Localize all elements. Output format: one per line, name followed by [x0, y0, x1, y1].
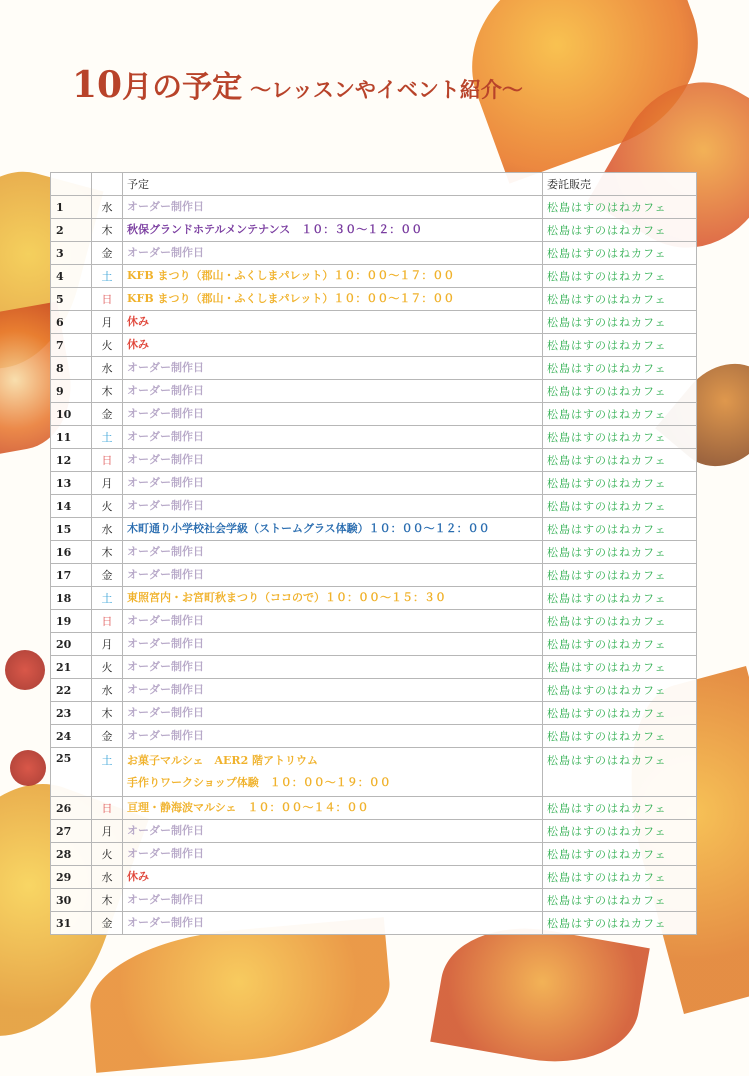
schedule-cell	[123, 426, 543, 449]
table-row	[51, 820, 697, 843]
weekday: 月	[92, 633, 123, 656]
schedule-text: オーダー制作日	[127, 407, 204, 420]
schedule-text: オーダー制作日	[127, 637, 204, 650]
autumn-leaf-decoration	[85, 917, 395, 1073]
schedule-cell	[123, 472, 543, 495]
weekday: 木	[92, 889, 123, 912]
schedule-text: KFB まつり（郡山・ふくしまパレット）１０：００〜１７：００	[127, 269, 455, 282]
weekday: 日	[92, 449, 123, 472]
weekday: 土	[92, 748, 123, 797]
schedule-text: オーダー制作日	[127, 499, 204, 512]
consignment-shop: 松島はすのはねカフェ	[543, 656, 697, 679]
consignment-shop: 松島はすのはねカフェ	[543, 380, 697, 403]
weekday: 金	[92, 403, 123, 426]
consignment-shop: 松島はすのはねカフェ	[543, 541, 697, 564]
schedule-cell	[123, 242, 543, 265]
day-number: 28	[51, 843, 92, 866]
consignment-shop: 松島はすのはねカフェ	[543, 748, 697, 797]
day-number: 7	[51, 334, 92, 357]
table-row	[51, 449, 697, 472]
table-row	[51, 334, 697, 357]
day-number: 27	[51, 820, 92, 843]
table-row	[51, 242, 697, 265]
schedule-text: オーダー制作日	[127, 660, 204, 673]
schedule-text: 休み	[127, 338, 149, 351]
schedule-text: KFB まつり（郡山・ふくしまパレット）１０：００〜１７：００	[127, 292, 455, 305]
table-row	[51, 196, 697, 219]
schedule-text: 亘理・静海波マルシェ １０：００〜１４：００	[127, 801, 369, 814]
day-number: 13	[51, 472, 92, 495]
berry-decoration	[5, 650, 45, 690]
schedule-text: 秋保グランドホテルメンテナンス １０：３０〜１２：００	[127, 223, 423, 236]
schedule-sheet	[50, 172, 696, 935]
table-row	[51, 265, 697, 288]
day-number: 18	[51, 587, 92, 610]
weekday: 木	[92, 702, 123, 725]
day-number: 8	[51, 357, 92, 380]
schedule-cell	[123, 656, 543, 679]
schedule-cell	[123, 357, 543, 380]
consignment-shop: 松島はすのはねカフェ	[543, 219, 697, 242]
berry-decoration	[10, 750, 46, 786]
schedule-cell	[123, 587, 543, 610]
table-row	[51, 725, 697, 748]
table-row	[51, 311, 697, 334]
day-number: 31	[51, 912, 92, 935]
weekday: 火	[92, 843, 123, 866]
schedule-text: オーダー制作日	[127, 683, 204, 696]
schedule-cell	[123, 334, 543, 357]
consignment-shop: 松島はすのはねカフェ	[543, 426, 697, 449]
weekday: 月	[92, 472, 123, 495]
schedule-cell	[123, 288, 543, 311]
schedule-text: オーダー制作日	[127, 614, 204, 627]
weekday: 水	[92, 196, 123, 219]
day-number: 3	[51, 242, 92, 265]
weekday: 木	[92, 541, 123, 564]
table-row	[51, 219, 697, 242]
schedule-text: オーダー制作日	[127, 430, 204, 443]
schedule-text: オーダー制作日	[127, 729, 204, 742]
schedule-cell	[123, 748, 543, 797]
day-number: 4	[51, 265, 92, 288]
title-main: 月の予定	[122, 70, 243, 105]
schedule-cell	[123, 725, 543, 748]
day-number: 14	[51, 495, 92, 518]
schedule-text: オーダー制作日	[127, 453, 204, 466]
table-row	[51, 518, 697, 541]
consignment-shop: 松島はすのはねカフェ	[543, 265, 697, 288]
header-consignment: 委託販売	[543, 173, 697, 196]
table-row	[51, 797, 697, 820]
weekday: 金	[92, 564, 123, 587]
header-weekday	[92, 173, 123, 196]
weekday: 土	[92, 265, 123, 288]
schedule-cell	[123, 265, 543, 288]
consignment-shop: 松島はすのはねカフェ	[543, 889, 697, 912]
schedule-text: オーダー制作日	[127, 706, 204, 719]
consignment-shop: 松島はすのはねカフェ	[543, 912, 697, 935]
consignment-shop: 松島はすのはねカフェ	[543, 196, 697, 219]
day-number: 2	[51, 219, 92, 242]
schedule-text: オーダー制作日	[127, 893, 204, 906]
schedule-rows	[51, 196, 697, 935]
day-number: 24	[51, 725, 92, 748]
schedule-text: オーダー制作日	[127, 545, 204, 558]
day-number: 29	[51, 866, 92, 889]
title-number: 10	[72, 64, 123, 106]
consignment-shop: 松島はすのはねカフェ	[543, 702, 697, 725]
day-number: 15	[51, 518, 92, 541]
schedule-cell	[123, 820, 543, 843]
day-number: 12	[51, 449, 92, 472]
schedule-text: 休み	[127, 315, 149, 328]
header-day	[51, 173, 92, 196]
day-number: 9	[51, 380, 92, 403]
table-row	[51, 288, 697, 311]
day-number: 25	[51, 748, 92, 797]
consignment-shop: 松島はすのはねカフェ	[543, 242, 697, 265]
schedule-cell	[123, 797, 543, 820]
table-row	[51, 472, 697, 495]
consignment-shop: 松島はすのはねカフェ	[543, 449, 697, 472]
weekday: 火	[92, 334, 123, 357]
schedule-cell	[123, 518, 543, 541]
day-number: 30	[51, 889, 92, 912]
weekday: 水	[92, 679, 123, 702]
consignment-shop: 松島はすのはねカフェ	[543, 518, 697, 541]
table-row	[51, 495, 697, 518]
schedule-cell	[123, 495, 543, 518]
weekday: 水	[92, 357, 123, 380]
table-row	[51, 748, 697, 797]
consignment-shop: 松島はすのはねカフェ	[543, 403, 697, 426]
consignment-shop: 松島はすのはねカフェ	[543, 288, 697, 311]
weekday: 火	[92, 495, 123, 518]
schedule-text: オーダー制作日	[127, 384, 204, 397]
schedule-text: オーダー制作日	[127, 916, 204, 929]
consignment-shop: 松島はすのはねカフェ	[543, 610, 697, 633]
schedule-table	[50, 172, 697, 935]
table-row	[51, 843, 697, 866]
schedule-text: オーダー制作日	[127, 824, 204, 837]
schedule-cell	[123, 889, 543, 912]
schedule-cell	[123, 912, 543, 935]
weekday: 日	[92, 610, 123, 633]
day-number: 11	[51, 426, 92, 449]
day-number: 10	[51, 403, 92, 426]
schedule-text: オーダー制作日	[127, 246, 204, 259]
day-number: 16	[51, 541, 92, 564]
schedule-text: オーダー制作日	[127, 200, 204, 213]
title-subtitle: 〜レッスンやイベント紹介〜	[250, 77, 523, 102]
weekday: 土	[92, 587, 123, 610]
schedule-cell	[123, 219, 543, 242]
schedule-cell	[123, 866, 543, 889]
weekday: 金	[92, 242, 123, 265]
schedule-text: 木町通り小学校社会学級（ストームグラス体験）１０：００〜１２：００	[127, 522, 490, 535]
schedule-cell	[123, 843, 543, 866]
table-row	[51, 610, 697, 633]
consignment-shop: 松島はすのはねカフェ	[543, 564, 697, 587]
weekday: 木	[92, 380, 123, 403]
schedule-text: お菓子マルシェ AER2 階アトリウム	[127, 754, 318, 767]
consignment-shop: 松島はすのはねカフェ	[543, 797, 697, 820]
table-row	[51, 633, 697, 656]
consignment-shop: 松島はすのはねカフェ	[543, 587, 697, 610]
schedule-cell	[123, 403, 543, 426]
day-number: 17	[51, 564, 92, 587]
weekday: 金	[92, 725, 123, 748]
page-title	[72, 62, 523, 106]
day-number: 20	[51, 633, 92, 656]
schedule-cell	[123, 449, 543, 472]
schedule-text: 東照宮内・お宮町秋まつり（ココので）１０：００〜１５：３０	[127, 591, 446, 604]
table-header-row	[51, 173, 697, 196]
schedule-cell	[123, 311, 543, 334]
schedule-cell	[123, 610, 543, 633]
table-row	[51, 889, 697, 912]
table-row	[51, 866, 697, 889]
weekday: 火	[92, 656, 123, 679]
consignment-shop: 松島はすのはねカフェ	[543, 866, 697, 889]
schedule-cell	[123, 380, 543, 403]
table-row	[51, 380, 697, 403]
table-row	[51, 426, 697, 449]
schedule-text: オーダー制作日	[127, 476, 204, 489]
schedule-cell	[123, 702, 543, 725]
weekday: 金	[92, 912, 123, 935]
schedule-cell	[123, 564, 543, 587]
day-number: 23	[51, 702, 92, 725]
day-number: 19	[51, 610, 92, 633]
day-number: 21	[51, 656, 92, 679]
consignment-shop: 松島はすのはねカフェ	[543, 357, 697, 380]
schedule-cell	[123, 196, 543, 219]
schedule-text: オーダー制作日	[127, 568, 204, 581]
schedule-text-line2: 手作りワークショップ体験 １０：００〜１９：００	[127, 776, 391, 789]
consignment-shop: 松島はすのはねカフェ	[543, 334, 697, 357]
weekday: 日	[92, 797, 123, 820]
schedule-text: オーダー制作日	[127, 361, 204, 374]
table-row	[51, 587, 697, 610]
table-row	[51, 679, 697, 702]
weekday: 土	[92, 426, 123, 449]
consignment-shop: 松島はすのはねカフェ	[543, 679, 697, 702]
weekday: 月	[92, 820, 123, 843]
schedule-cell	[123, 541, 543, 564]
consignment-shop: 松島はすのはねカフェ	[543, 495, 697, 518]
day-number: 26	[51, 797, 92, 820]
day-number: 5	[51, 288, 92, 311]
consignment-shop: 松島はすのはねカフェ	[543, 472, 697, 495]
autumn-leaf-decoration	[430, 914, 650, 1076]
table-row	[51, 357, 697, 380]
schedule-text: 休み	[127, 870, 149, 883]
weekday: 水	[92, 866, 123, 889]
table-row	[51, 702, 697, 725]
consignment-shop: 松島はすのはねカフェ	[543, 725, 697, 748]
table-row	[51, 541, 697, 564]
schedule-cell	[123, 633, 543, 656]
day-number: 22	[51, 679, 92, 702]
table-row	[51, 564, 697, 587]
consignment-shop: 松島はすのはねカフェ	[543, 820, 697, 843]
day-number: 1	[51, 196, 92, 219]
table-row	[51, 912, 697, 935]
day-number: 6	[51, 311, 92, 334]
weekday: 月	[92, 311, 123, 334]
table-row	[51, 403, 697, 426]
table-row	[51, 656, 697, 679]
schedule-text: オーダー制作日	[127, 847, 204, 860]
consignment-shop: 松島はすのはねカフェ	[543, 311, 697, 334]
weekday: 木	[92, 219, 123, 242]
weekday: 日	[92, 288, 123, 311]
schedule-cell	[123, 679, 543, 702]
consignment-shop: 松島はすのはねカフェ	[543, 843, 697, 866]
header-schedule: 予定	[123, 173, 543, 196]
weekday: 水	[92, 518, 123, 541]
consignment-shop: 松島はすのはねカフェ	[543, 633, 697, 656]
